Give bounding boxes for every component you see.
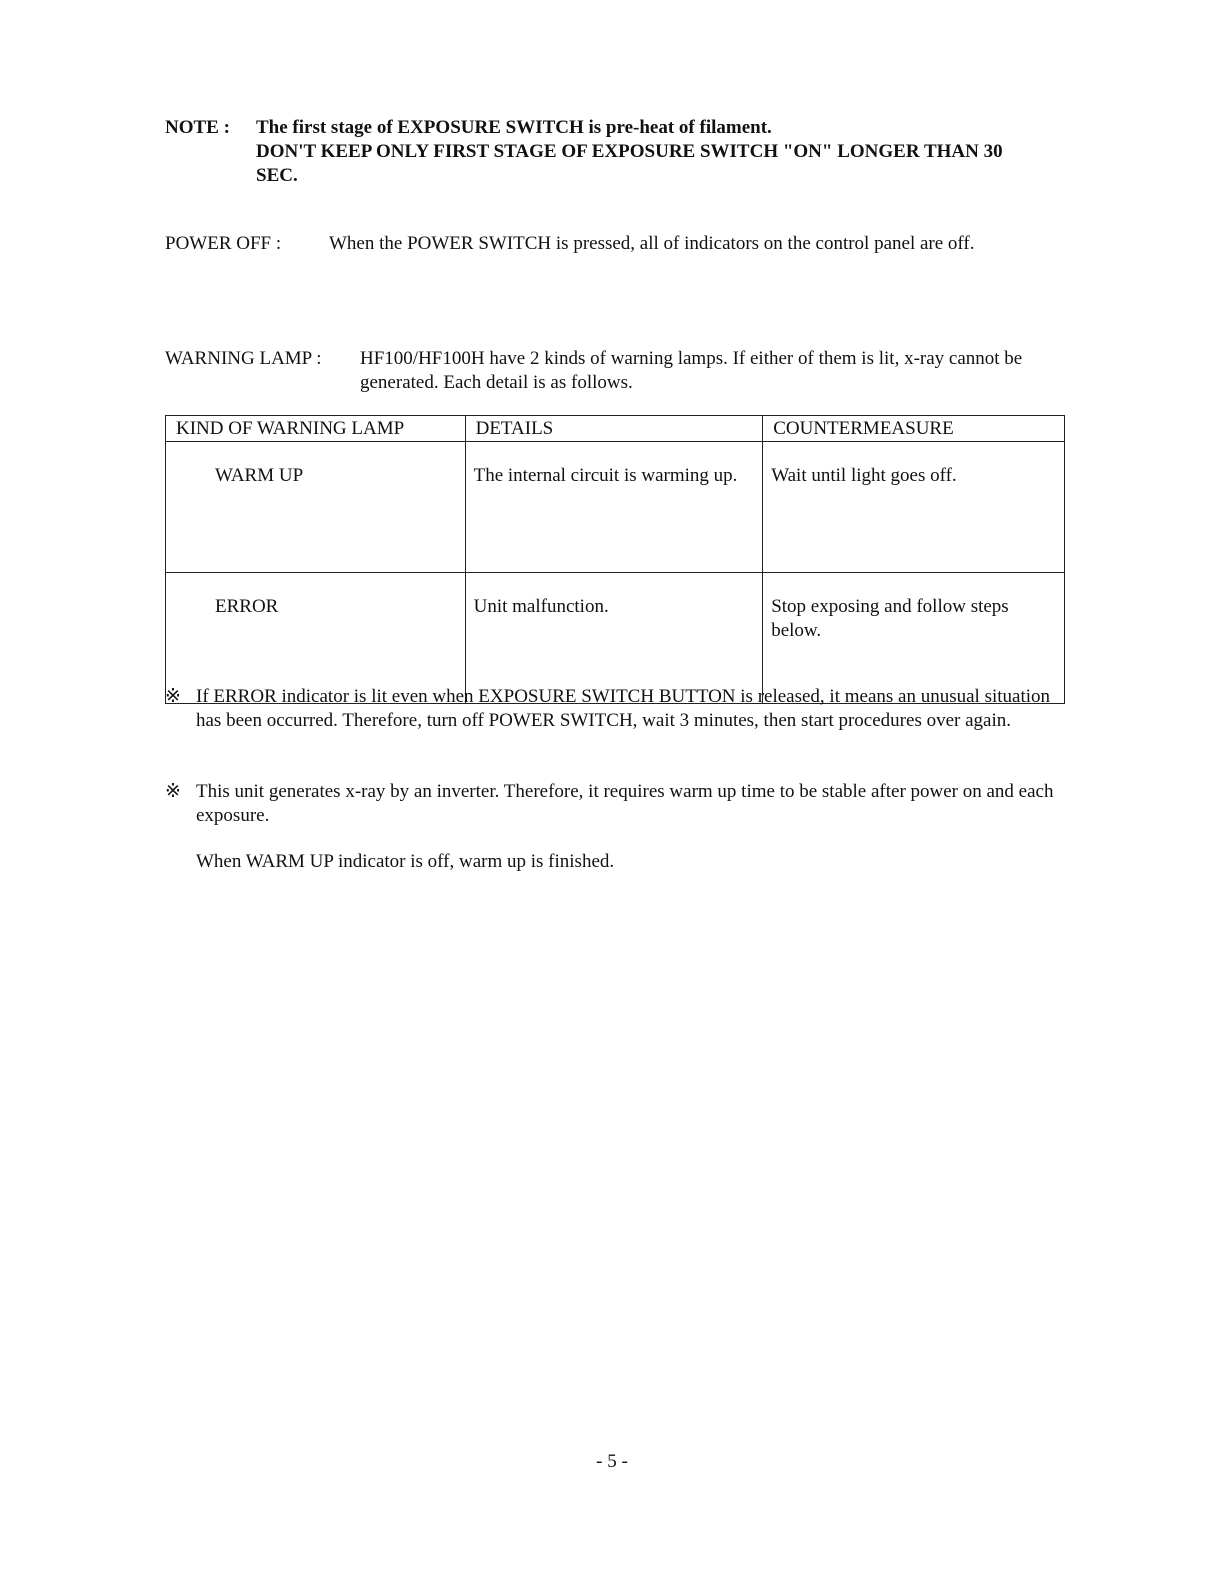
reference-note-text: This unit generates x-ray by an inverter. Therefore, it requires warm up time to be stable after power on and each exposure. xyxy=(196,781,1054,826)
note-label: NOTE : xyxy=(165,117,230,138)
cell-details: The internal circuit is warming up. xyxy=(465,442,763,573)
cell-details: Unit malfunction. xyxy=(465,573,763,704)
power-off-label: POWER OFF : xyxy=(165,233,282,254)
column-header-kind: KIND OF WARNING LAMP xyxy=(166,416,466,442)
warm-up-finished-text: When WARM UP indicator is off, warm up is finished. xyxy=(196,851,615,872)
table-row xyxy=(166,573,1065,704)
reference-note-text: If ERROR indicator is lit even when EXPOSURE SWITCH BUTTON is released, it means an unusual situation has been occurred. Therefore, turn off POWER SWITCH, wait 3 minutes, then start procedures over again. xyxy=(196,686,1051,731)
table-header-row xyxy=(166,416,1065,442)
warning-lamp-text: HF100/HF100H have 2 kinds of warning lamps. If either of them is lit, x-ray cannot be generated. Each detail is as follows. xyxy=(360,348,1023,393)
note-line: The first stage of EXPOSURE SWITCH is pre-heat of filament. xyxy=(256,117,772,138)
warning-lamp-label: WARNING LAMP : xyxy=(165,348,322,369)
note-line: DON'T KEEP ONLY FIRST STAGE OF EXPOSURE SWITCH "ON" LONGER THAN 30 SEC. xyxy=(256,141,1003,186)
note-text xyxy=(256,116,1046,188)
cell-countermeasure: Wait until light goes off. xyxy=(763,442,1065,573)
power-off-text: When the POWER SWITCH is pressed, all of indicators on the control panel are off. xyxy=(329,233,975,254)
reference-mark-icon: ※ xyxy=(165,781,181,802)
reference-mark-icon: ※ xyxy=(165,686,181,707)
column-header-countermeasure: COUNTERMEASURE xyxy=(763,416,1065,442)
warning-lamp-table xyxy=(165,415,1065,704)
cell-countermeasure: Stop exposing and follow steps below. xyxy=(763,573,1065,704)
column-header-details: DETAILS xyxy=(465,416,763,442)
cell-kind: WARM UP xyxy=(166,442,466,573)
table-row xyxy=(166,442,1065,573)
page-number: - 5 - xyxy=(596,1451,628,1472)
cell-kind: ERROR xyxy=(166,573,466,704)
